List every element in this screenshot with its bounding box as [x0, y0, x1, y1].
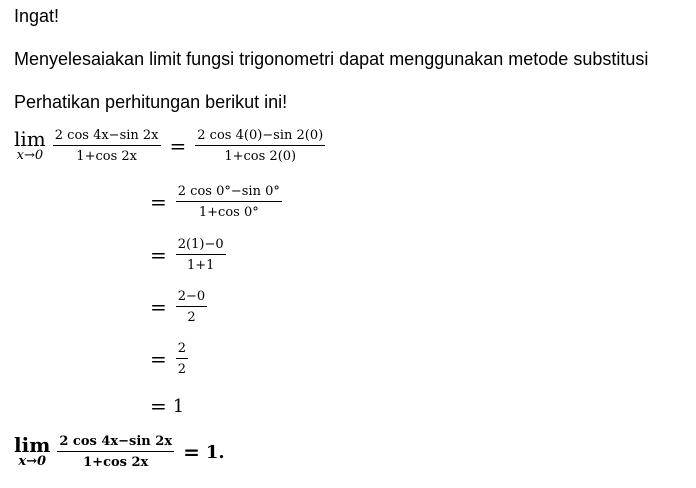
calc-row-2	[144, 184, 285, 220]
equals-sign: =	[150, 295, 167, 319]
step5-fraction	[176, 341, 188, 377]
expression-denominator: 1+cos 2x	[76, 149, 137, 164]
conclusion-row	[14, 434, 225, 470]
conclusion-denominator: 1+cos 2x	[83, 455, 149, 470]
step3-numerator: 2(1)−0	[176, 237, 226, 255]
limit-operator	[14, 129, 46, 163]
conclusion-numerator: 2 cos 4x−sin 2x	[57, 434, 174, 452]
expression-fraction	[53, 128, 161, 164]
step2-fraction	[176, 184, 282, 220]
step1-fraction	[195, 128, 325, 164]
equals-sign: =	[150, 347, 167, 371]
equals-sign: =	[183, 440, 200, 464]
intro-statement: Menyelesaiakan limit fungsi trigonometri dapat menggunakan metode substitusi	[14, 49, 649, 69]
lim-label: lim	[14, 127, 46, 151]
step3-fraction	[176, 237, 226, 273]
intro-heading: Ingat!	[14, 6, 60, 26]
step6-value: 1	[172, 395, 185, 417]
calc-row-5	[144, 341, 191, 377]
lim-subscript: x→0	[18, 454, 47, 469]
intro-instruction: Perhatikan perhitungan berikut ini!	[14, 92, 288, 112]
calc-row-6	[144, 394, 184, 418]
step2-denominator: 1+cos 0°	[198, 205, 259, 220]
calc-row-3	[144, 237, 229, 273]
expression-numerator: 2 cos 4x−sin 2x	[53, 128, 161, 146]
step5-numerator: 2	[176, 341, 188, 359]
step1-denominator: 1+cos 2(0)	[224, 149, 297, 164]
calc-row-4	[144, 289, 210, 325]
limit-operator	[14, 435, 50, 469]
step1-numerator: 2 cos 4(0)−sin 2(0)	[195, 128, 325, 146]
lim-label: lim	[14, 433, 51, 457]
calc-row-1	[14, 128, 328, 164]
equals-sign: =	[150, 394, 167, 418]
step4-fraction	[176, 289, 207, 325]
step4-denominator: 2	[187, 310, 196, 325]
step4-numerator: 2−0	[176, 289, 207, 307]
equals-sign: =	[150, 190, 167, 214]
equals-sign: =	[169, 134, 187, 158]
conclusion-fraction	[57, 434, 174, 470]
step3-denominator: 1+1	[186, 258, 215, 273]
step5-denominator: 2	[177, 362, 187, 377]
step2-numerator: 2 cos 0°−sin 0°	[176, 184, 282, 202]
conclusion-value: 1.	[205, 441, 225, 463]
lim-subscript: x→0	[16, 148, 44, 163]
equals-sign: =	[150, 243, 167, 267]
